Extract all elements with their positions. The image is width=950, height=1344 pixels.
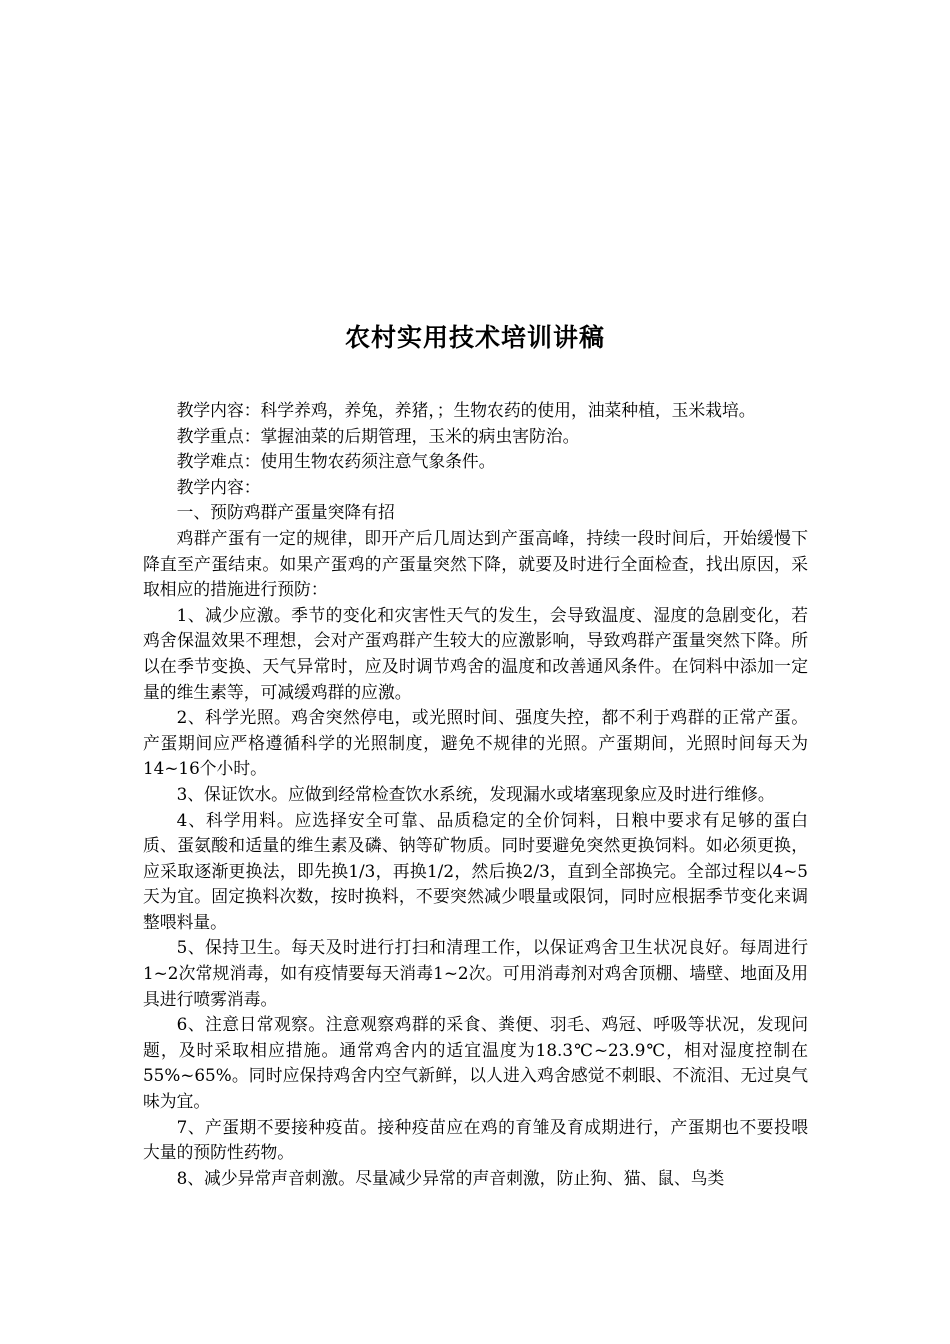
document-body bbox=[143, 398, 808, 1191]
paragraph-teaching-focus: 教学重点：掌握油菜的后期管理，玉米的病虫害防治。 bbox=[176, 425, 580, 446]
document-title: 农村实用技术培训讲稿 bbox=[344, 323, 605, 352]
paragraph-item-7: 7、产蛋期不要接种疫苗。接种疫苗应在鸡的育雏及育成期进行，产蛋期也不要投喂大量的预防性药物。 bbox=[143, 1116, 808, 1163]
paragraph-item-8: 8、减少异常声音刺激。尽量减少异常的声音刺激，防止狗、猫、鼠、鸟类 bbox=[176, 1167, 725, 1188]
paragraph-item-4: 4、科学用料。应选择安全可靠、品质稳定的全价饲料，日粮中要求有足够的蛋白质、蛋氨酸和适量的维生素及磷、钠等矿物质。同时要避免突然更换饲料。如必须更换，应采取逐渐更换法，即先换1/3，再换1/2，然后换2/3，直到全部换完。全部过程以4~5天为宜。固定换料次数，按时换料，不要突然减少喂量或限饲，同时应根据季节变化来调整喂料量。 bbox=[143, 809, 808, 932]
paragraph-intro: 鸡群产蛋有一定的规律，即开产后几周达到产蛋高峰，持续一段时间后，开始缓慢下降直至产蛋结束。如果产蛋鸡的产蛋量突然下降，就要及时进行全面检查，找出原因，采取相应的措施进行预防： bbox=[143, 527, 808, 600]
paragraph-teaching-content: 教学内容：科学养鸡，养兔，养猪，；生物农药的使用，油菜种植，玉米栽培。 bbox=[176, 400, 756, 420]
paragraph-item-2: 2、科学光照。鸡舍突然停电，或光照时间、强度失控，都不利于鸡群的正常产蛋。产蛋期间应严格遵循科学的光照制度，避免不规律的光照。产蛋期间，光照时间每天为14~16个小时。 bbox=[143, 707, 808, 779]
paragraph-teaching-content-heading: 教学内容： bbox=[176, 476, 261, 497]
section-heading-1: 一、预防鸡群产蛋量突降有招 bbox=[176, 502, 395, 523]
paragraph-item-6: 6、注意日常观察。注意观察鸡群的采食、粪便、羽毛、鸡冠、呼吸等状况，发现问题，及时采取相应措施。通常鸡舍内的适宜温度为18.3℃~23.9℃，相对湿度控制在55%~65%。同时应保持鸡舍内空气新鲜，以人进入鸡舍感觉不刺眼、不流泪、无过臭气味为宜。 bbox=[143, 1014, 808, 1112]
paragraph-item-1: 1、减少应激。季节的变化和灾害性天气的发生，会导致温度、湿度的急剧变化，若鸡舍保温效果不理想，会对产蛋鸡群产生较大的应激影响，导致鸡群产蛋量突然下降。所以在季节变换、天气异常时，应及时调节鸡舍的温度和改善通风条件。在饲料中添加一定量的维生素等，可减缓鸡群的应激。 bbox=[143, 604, 808, 702]
paragraph-teaching-difficulty: 教学难点：使用生物农药须注意气象条件。 bbox=[176, 451, 496, 472]
paragraph-item-3: 3、保证饮水。应做到经常检查饮水系统，发现漏水或堵塞现象应及时进行维修。 bbox=[176, 783, 775, 804]
paragraph-item-5: 5、保持卫生。每天及时进行打扫和清理工作，以保证鸡舍卫生状况良好。每周进行1~2次常规消毒，如有疫情要每天消毒1~2次。可用消毒剂对鸡舍顶棚、墙壁、地面及用具进行喷雾消毒。 bbox=[143, 937, 808, 1009]
